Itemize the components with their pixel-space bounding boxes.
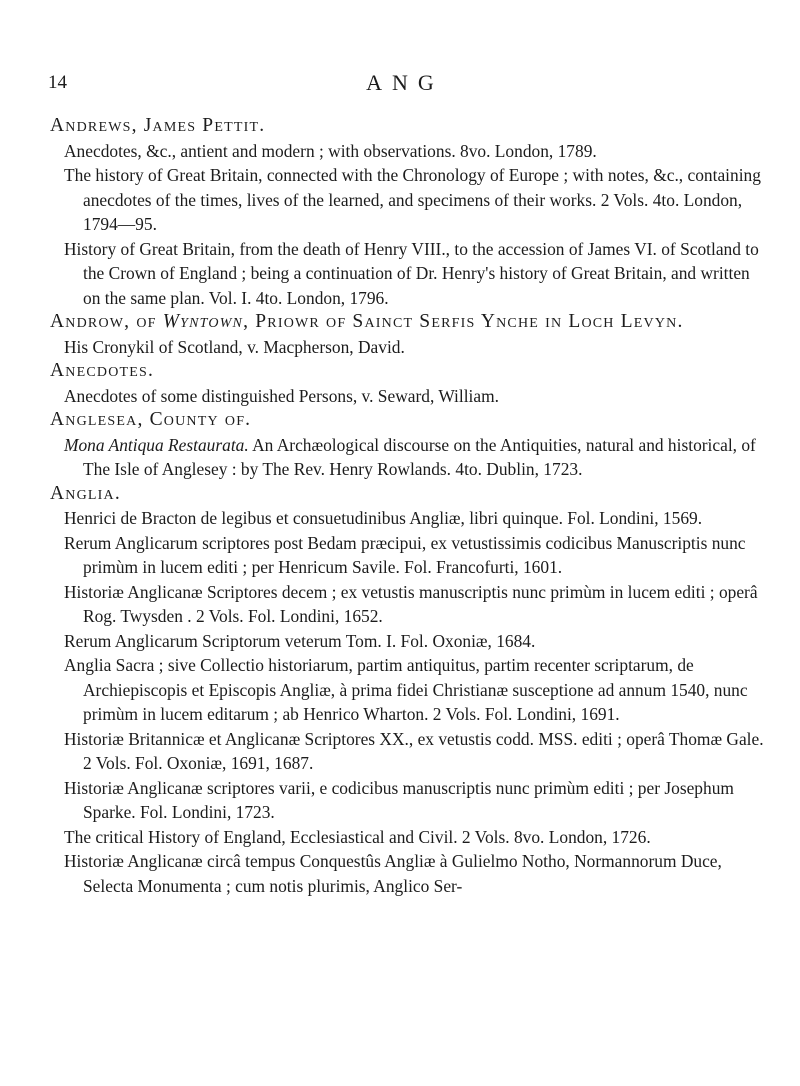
entry-text: An Archæological discourse on the Antiquities, natural and historical, of The Isle of Anglesey : by The Rev. Henry Rowlands. 4to. Dublin, 1723. bbox=[83, 434, 756, 479]
catalogue-entry: The critical History of England, Ecclesiastical and Civil. 2 Vols. 8vo. London, 1726. bbox=[64, 826, 651, 847]
catalogue-entry: Henrici de Bracton de legibus et consuetudinibus Angliæ, libri quinque. Fol. Londini, 1569. bbox=[64, 508, 703, 528]
catalogue-entry: Rerum Anglicarum scriptores post Bedam præcipui, ex vetustissimis codicibus Manuscriptis nunc primùm in lucem editi ; per Henricum Savile. Fol. Francofurti, 1601. bbox=[64, 532, 746, 577]
section-heading: Andrews, James Pettit. bbox=[50, 115, 266, 136]
section-heading: Anecdotes. bbox=[50, 360, 155, 381]
heading-part: , Priowr of Sainct Serfis Ynche in Loch Levyn. bbox=[243, 311, 684, 332]
catalogue-entry: Anecdotes of some distinguished Persons, v. Seward, William. bbox=[64, 385, 499, 406]
heading-part-italic: Wyntown bbox=[162, 311, 244, 332]
catalogue-entry: History of Great Britain, from the death of Henry VIII., to the accession of James VI. of Scotland to the Crown of England ; being a continuation of Dr. Henry's history of Great Britain, and written on the same plan. Vol. I. 4to. London, 1796. bbox=[64, 238, 759, 308]
catalogue-entry: Historiæ Anglicanæ scriptores varii, e codicibus manuscriptis nunc primùm editi ; per Josephum Sparke. Fol. Londini, 1723. bbox=[64, 777, 734, 822]
catalogue-entry: Rerum Anglicarum Scriptorum veterum Tom. I. Fol. Oxoniæ, 1684. bbox=[64, 630, 536, 651]
catalogue-entry: Historiæ Anglicanæ Scriptores decem ; ex vetustis manuscriptis nunc primùm in lucem editi ; operâ Rog. Twysden . 2 Vols. Fol. Londini, 1652. bbox=[64, 581, 758, 626]
section-heading: Anglia. bbox=[50, 482, 121, 504]
heading-part: Androw, of bbox=[50, 311, 163, 332]
section-heading: Anglesea, County of. bbox=[50, 409, 252, 430]
page-header bbox=[48, 72, 752, 102]
catalogue-entry bbox=[64, 433, 766, 482]
section-heading bbox=[50, 310, 766, 335]
catalogue-content bbox=[50, 114, 766, 898]
catalogue-entry: Historiæ Anglicanæ circâ tempus Conquestûs Angliæ à Gulielmo Notho, Normannorum Duce, Selecta Monumenta ; cum notis plurimis, Anglico Ser- bbox=[64, 851, 722, 896]
catalogue-entry: Anglia Sacra ; sive Collectio historiarum, partim antiquitus, partim recenter scriptarum, de Archiepiscopis et Episcopis Angliæ, à prima fidei Christianæ susceptione ad annum 1540, nunc primùm in lucem editarum ; ab Henrico Wharton. 2 Vols. Fol. Londini, 1691. bbox=[64, 655, 748, 724]
catalogue-entry: Anecdotes, &c., antient and modern ; with observations. 8vo. London, 1789. bbox=[64, 140, 597, 161]
page-number: 14 bbox=[48, 72, 67, 93]
catalogue-entry: His Cronykil of Scotland, v. Macpherson, David. bbox=[64, 336, 405, 357]
catalogue-entry: Historiæ Britannicæ et Anglicanæ Scriptores XX., ex vetustis codd. MSS. editi ; operâ Thomæ Gale. 2 Vols. Fol. Oxoniæ, 1691, 1687. bbox=[64, 728, 764, 773]
catalogue-entry: The history of Great Britain, connected with the Chronology of Europe ; with notes, &c., containing anecdotes of the times, lives of the learned, and specimens of their works. 2 Vols. 4to. London, 1794—95. bbox=[64, 165, 761, 234]
running-head: ANG bbox=[366, 70, 444, 95]
entry-title-italic: Mona Antiqua Restaurata. bbox=[64, 434, 249, 455]
